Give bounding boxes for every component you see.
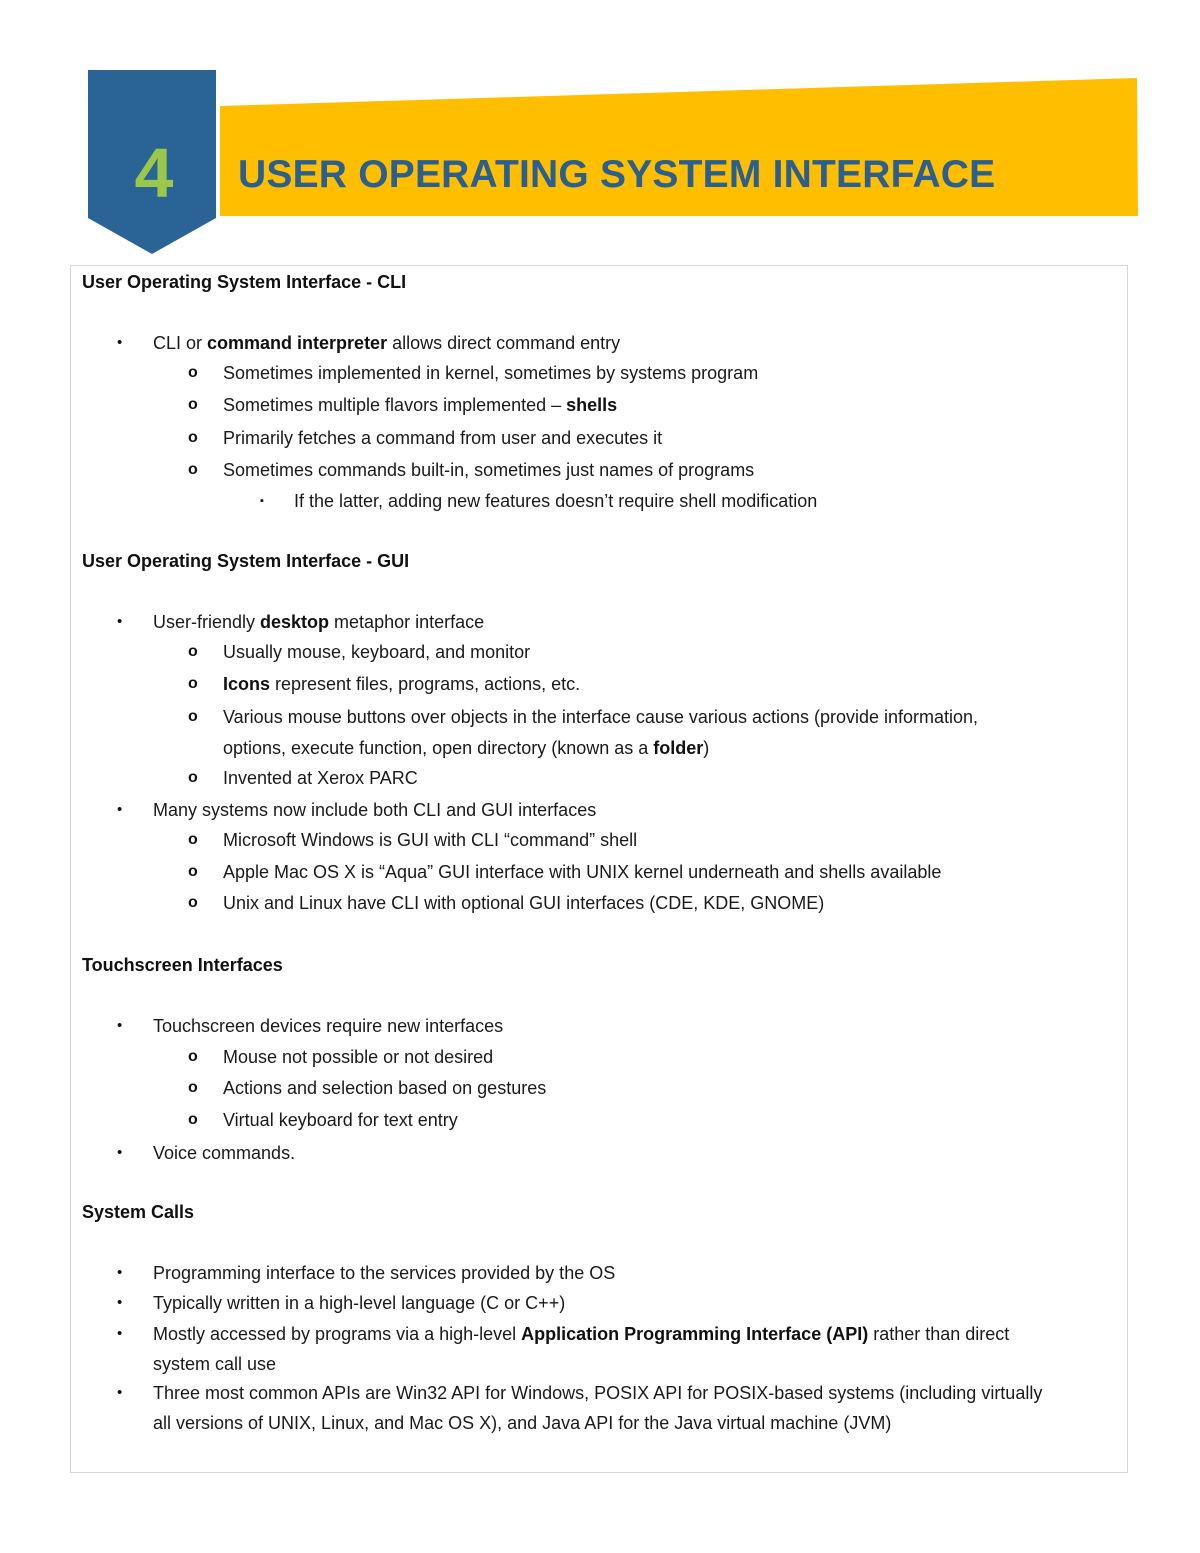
emphasized-term: Application Programming Interface (API) <box>521 1324 869 1344</box>
bullet-dot-icon: • <box>117 1264 123 1281</box>
bullet-circle-icon: o <box>188 396 198 413</box>
item-text: Sometimes commands built-in, sometimes just names of programs <box>223 460 755 480</box>
bullet-dot-icon: • <box>117 1325 123 1342</box>
item-text: metaphor interface <box>329 612 485 632</box>
list-item <box>153 1382 1042 1404</box>
emphasized-term: shells <box>566 395 618 415</box>
list-item <box>223 1046 493 1068</box>
list-item <box>153 1142 295 1164</box>
list-item <box>294 490 817 512</box>
bullet-dot-icon: • <box>117 334 123 351</box>
list-item <box>223 861 941 883</box>
list-item-continuation <box>223 737 709 759</box>
bullet-circle-icon: o <box>188 1111 198 1128</box>
bullet-circle-icon: o <box>188 461 198 478</box>
item-text: Voice commands. <box>153 1143 296 1163</box>
list-item <box>223 362 758 384</box>
bullet-circle-icon: o <box>188 769 198 786</box>
bullet-circle-icon: o <box>188 429 198 446</box>
bullet-square-icon: ▪ <box>260 495 264 507</box>
item-text: rather than direct <box>868 1324 1010 1344</box>
item-text: Touchscreen devices require new interfaces <box>153 1016 504 1036</box>
item-text: system call use <box>153 1354 277 1374</box>
item-text: Unix and Linux have CLI with optional GUI interfaces (CDE, KDE, GNOME) <box>223 893 825 913</box>
chapter-number: 4 <box>134 134 174 212</box>
emphasized-term: desktop <box>260 612 330 632</box>
list-item <box>153 1015 503 1037</box>
list-item <box>153 1262 615 1284</box>
bullet-dot-icon: • <box>117 1017 123 1034</box>
bullet-circle-icon: o <box>188 1079 198 1096</box>
bullet-circle-icon: o <box>188 1048 198 1065</box>
bullet-circle-icon: o <box>188 675 198 692</box>
item-text: Primarily fetches a command from user and executes it <box>223 428 663 448</box>
section-heading: System Calls <box>82 1202 195 1222</box>
list-item <box>223 673 580 695</box>
bullet-circle-icon: o <box>188 894 198 911</box>
item-text: If the latter, adding new features doesn’t require shell modification <box>294 491 818 511</box>
item-text: Mostly accessed by programs via a high-level <box>153 1324 522 1344</box>
bullet-circle-icon: o <box>188 863 198 880</box>
bullet-dot-icon: • <box>117 1384 123 1401</box>
item-text: Sometimes multiple flavors implemented – <box>223 395 567 415</box>
item-text: Programming interface to the services provided by the OS <box>153 1263 616 1283</box>
list-item <box>153 332 620 354</box>
bullet-circle-icon: o <box>188 831 198 848</box>
list-item <box>153 799 596 821</box>
list-item-continuation <box>153 1412 891 1434</box>
bullet-dot-icon: • <box>117 1144 123 1161</box>
list-item <box>223 892 824 914</box>
list-item <box>223 427 662 449</box>
bullet-circle-icon: o <box>188 364 198 381</box>
item-text: Sometimes implemented in kernel, sometimes by systems program <box>223 363 759 383</box>
item-text: Invented at Xerox PARC <box>223 768 418 788</box>
item-text: options, execute function, open directory (known as a <box>223 738 654 758</box>
list-item <box>153 1323 1009 1345</box>
list-item <box>223 829 637 851</box>
item-text: Mouse not possible or not desired <box>223 1047 494 1067</box>
section-heading: User Operating System Interface - GUI <box>82 551 410 571</box>
section-heading: User Operating System Interface - CLI <box>82 272 407 292</box>
chapter-title: USER OPERATING SYSTEM INTERFACE <box>238 153 996 196</box>
item-text: Various mouse buttons over objects in the interface cause various actions (provide information, <box>223 707 979 727</box>
list-item <box>223 459 754 481</box>
content-box <box>70 265 1128 1473</box>
item-text: all versions of UNIX, Linux, and Mac OS X), and Java API for the Java virtual machine (JVM) <box>153 1413 892 1433</box>
list-item-continuation <box>153 1353 276 1375</box>
item-text: Virtual keyboard for text entry <box>223 1110 458 1130</box>
item-text: Microsoft Windows is GUI with CLI “command” shell <box>223 830 638 850</box>
bullet-circle-icon: o <box>188 708 198 725</box>
bullet-dot-icon: • <box>117 801 123 818</box>
item-text: Typically written in a high-level language (C or C++) <box>153 1293 566 1313</box>
item-text: represent files, programs, actions, etc. <box>270 674 581 694</box>
item-text: ) <box>703 738 710 758</box>
item-text: Usually mouse, keyboard, and monitor <box>223 642 531 662</box>
bullet-dot-icon: • <box>117 1294 123 1311</box>
list-item <box>223 1109 458 1131</box>
item-text: Many systems now include both CLI and GUI interfaces <box>153 800 597 820</box>
list-item <box>223 1077 546 1099</box>
list-item <box>153 611 484 633</box>
emphasized-term: folder <box>653 738 704 758</box>
item-text: Apple Mac OS X is “Aqua” GUI interface with UNIX kernel underneath and shells available <box>223 862 942 882</box>
bullet-dot-icon: • <box>117 613 123 630</box>
list-item <box>223 394 617 416</box>
item-text: Three most common APIs are Win32 API for Windows, POSIX API for POSIX-based systems (including virtually <box>153 1383 1043 1403</box>
list-item <box>223 767 418 789</box>
list-item <box>223 641 530 663</box>
bullet-circle-icon: o <box>188 643 198 660</box>
item-text: Actions and selection based on gestures <box>223 1078 547 1098</box>
item-text: CLI or <box>153 333 208 353</box>
emphasized-term: command interpreter <box>207 333 388 353</box>
list-item <box>223 706 978 728</box>
section-heading: Touchscreen Interfaces <box>82 955 283 975</box>
emphasized-term: Icons <box>223 674 271 694</box>
list-item <box>153 1292 565 1314</box>
item-text: allows direct command entry <box>387 333 621 353</box>
item-text: User-friendly <box>153 612 261 632</box>
